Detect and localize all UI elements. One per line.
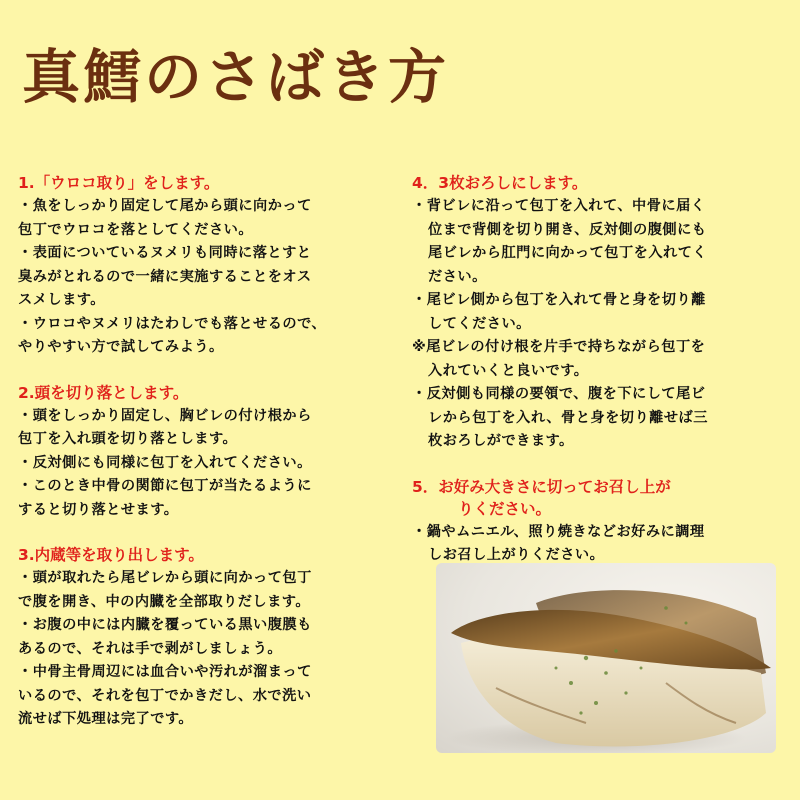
section-3-heading: 3.内蔵等を取り出します。 <box>18 546 204 564</box>
section-4-line: ださい。 <box>428 268 487 285</box>
section-1-line: 臭みがとれるので一緒に実施することをオス <box>18 268 312 285</box>
section-2-line: ・反対側にも同様に包丁を入れてください。 <box>18 454 312 471</box>
section-2-line: 包丁を入れ頭を切り落とします。 <box>18 431 238 447</box>
section-4-heading: 4．3枚おろしにします。 <box>412 174 588 192</box>
section-3-line: ・お腹の中には内臓を覆っている黒い腹膜も <box>18 617 312 633</box>
section-4-line: ・反対側も同様の要領で、腹を下にして尾ビ <box>412 386 706 402</box>
section-4-line: してください。 <box>428 315 531 332</box>
section-4-line: 尾ビレから肛門に向かって包丁を入れてく <box>428 245 708 261</box>
right-column <box>412 172 792 590</box>
section-5-heading-line1: 5．お好み大きさに切ってお召し上が <box>412 477 671 496</box>
section-3-line: いるので、それを包丁でかきだし、水で洗い <box>18 687 312 704</box>
section-1-line: ・表面についているヌメリも同時に落とすと <box>18 245 312 261</box>
section-3-body <box>18 567 398 732</box>
section-4-body <box>412 195 792 454</box>
section-5-body <box>412 521 792 568</box>
section-3-line: で腹を開き、中の内臓を全部取りだします。 <box>18 593 311 610</box>
section-4-line: ・背ビレに沿って包丁を入れて、中骨に届く <box>412 198 706 214</box>
section-4-line: ※尾ビレの付け根を片手で持ちながら包丁を <box>412 339 706 355</box>
section-1 <box>18 172 398 360</box>
section-3-line: あるので、それは手で剥がしましょう。 <box>18 640 283 657</box>
section-5 <box>412 476 792 568</box>
section-4-line: ・尾ビレ側から包丁を入れて骨と身を切り離 <box>412 292 706 308</box>
section-4-line: 枚おろしができます。 <box>428 433 574 449</box>
grilled-cod-image <box>436 563 776 753</box>
grilled-cod-photo <box>436 563 776 753</box>
section-3-line: ・中骨主骨周辺には血合いや汚れが溜まって <box>18 664 312 680</box>
section-1-line: やりやすい方で試してみよう。 <box>18 339 224 355</box>
left-column <box>18 172 398 754</box>
section-4-line: 入れていくと良いです。 <box>428 362 589 379</box>
section-1-line: 包丁でウロコを落としてください。 <box>18 221 254 238</box>
section-5-line: しお召し上がりください。 <box>428 547 605 563</box>
section-1-heading: 1.「ウロコ取り」をします。 <box>18 174 220 192</box>
section-5-line: ・鍋やムニエル、照り焼きなどお好みに調理 <box>412 523 705 540</box>
page-title: 真鱈のさばき方 <box>22 43 450 111</box>
section-1-line: ・魚をしっかり固定して尾から頭に向かって <box>18 198 312 214</box>
section-2-line: ・頭をしっかり固定し、胸ビレの付け根から <box>18 407 312 424</box>
section-3-line: 流せば下処理は完了です。 <box>18 711 194 727</box>
section-5-heading-line2: りください。 <box>458 499 552 518</box>
section-2-line: すると切り落とせます。 <box>18 501 179 518</box>
section-2 <box>18 382 398 523</box>
section-4-line: 位まで背側を切り開き、反対側の腹側にも <box>428 221 707 238</box>
section-2-body <box>18 405 398 523</box>
section-5-heading <box>412 476 792 520</box>
section-4-line: レから包丁を入れ、骨と身を切り離せば三 <box>428 409 708 426</box>
section-4 <box>412 172 792 454</box>
section-3-line: ・頭が取れたら尾ビレから頭に向かって包丁 <box>18 570 312 586</box>
section-1-body <box>18 195 398 360</box>
section-2-line: ・このとき中骨の関節に包丁が当たるように <box>18 478 312 494</box>
section-1-line: スメします。 <box>18 292 105 308</box>
section-2-heading: 2.頭を切り落とします。 <box>18 383 189 402</box>
section-3 <box>18 544 398 732</box>
section-1-line: ・ウロコやヌメリはたわしでも落とせるので、 <box>18 315 327 332</box>
